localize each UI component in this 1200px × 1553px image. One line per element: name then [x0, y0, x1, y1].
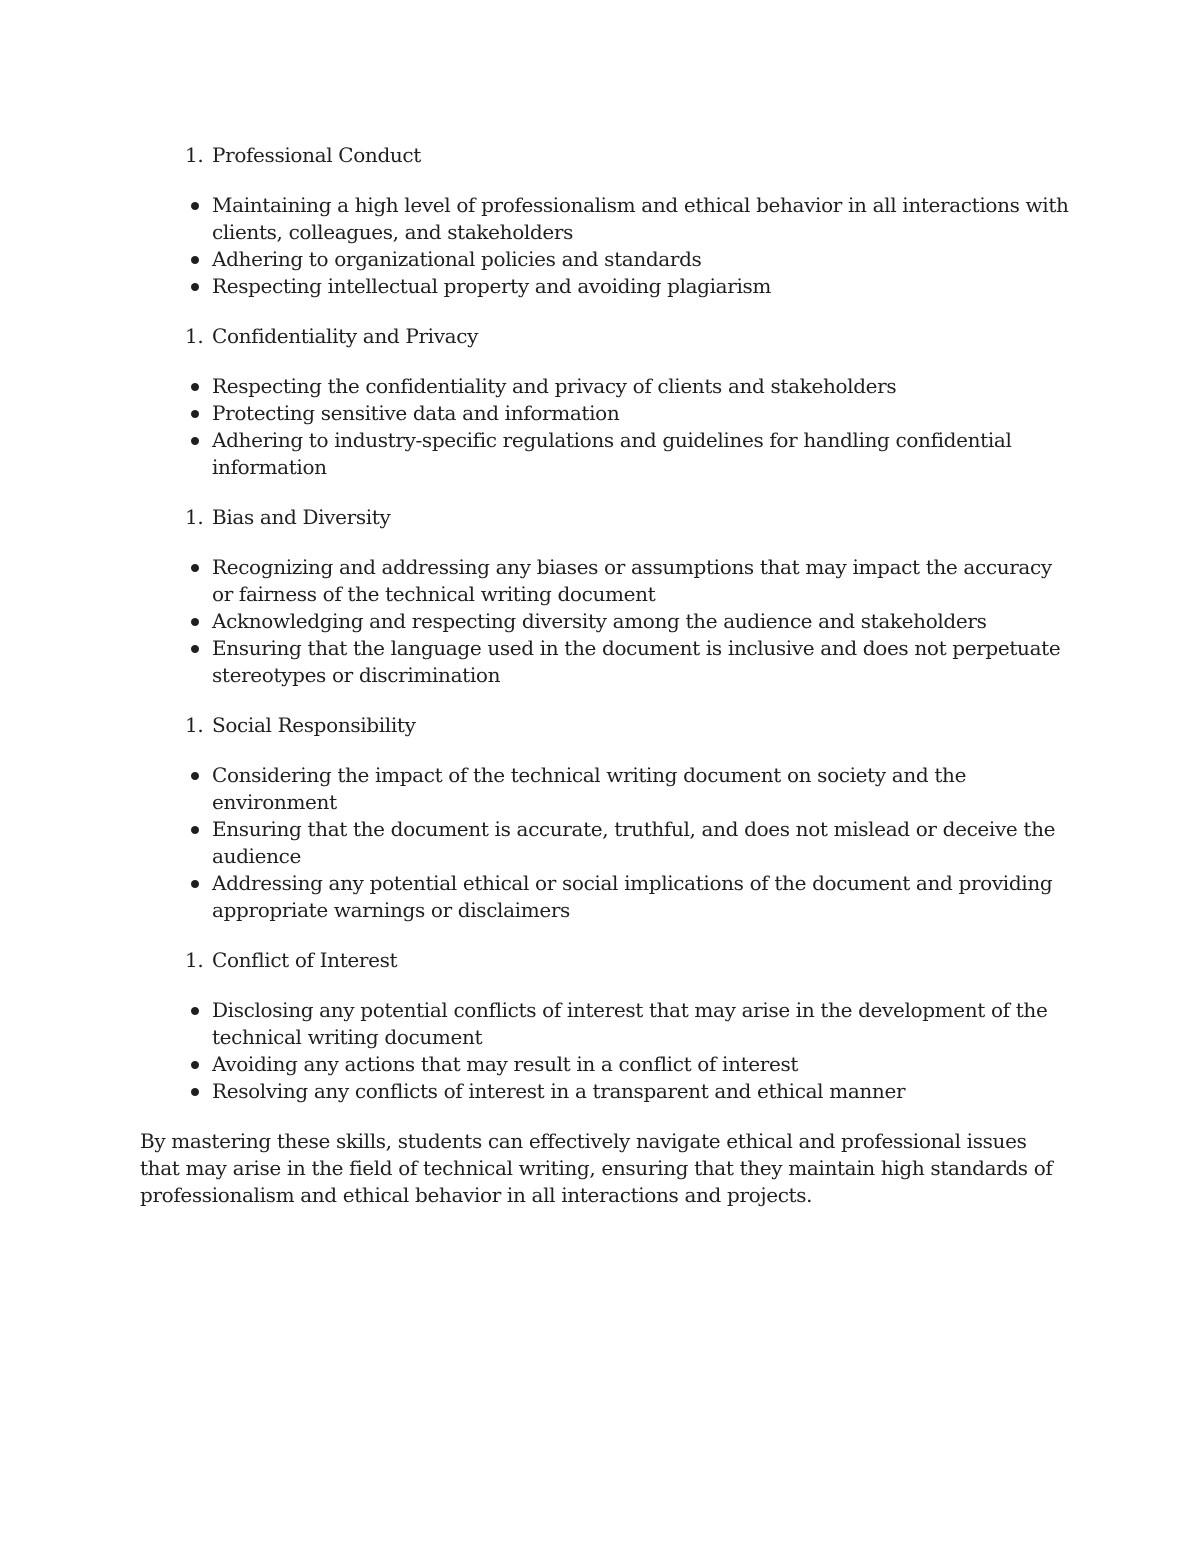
bullet-list-social-responsibility	[140, 762, 1070, 924]
section-number: 1.	[185, 324, 204, 348]
section-title: Professional Conduct	[212, 143, 421, 167]
bullet-icon	[191, 256, 199, 264]
list-item	[140, 816, 1070, 870]
section-title: Confidentiality and Privacy	[212, 324, 479, 348]
list-item	[140, 427, 1070, 481]
bullet-icon	[191, 437, 199, 445]
document-content	[140, 142, 1070, 1209]
list-item	[140, 997, 1070, 1051]
section-heading-conflict-of-interest	[140, 947, 1070, 974]
section-heading-bias-diversity	[140, 504, 1070, 531]
list-item-text: Resolving any conflicts of interest in a transparent and ethical manner	[212, 1079, 906, 1103]
list-item	[140, 762, 1070, 816]
bullet-list-confidentiality-privacy	[140, 373, 1070, 481]
section-number: 1.	[185, 948, 204, 972]
bullet-icon	[191, 564, 199, 572]
bullet-icon	[191, 826, 199, 834]
bullet-icon	[191, 1007, 199, 1015]
list-item-text: Maintaining a high level of professionalism and ethical behavior in all interactions with clients, colleagues, and stakeholders	[212, 193, 1069, 244]
section-title: Conflict of Interest	[212, 948, 398, 972]
list-item-text: Ensuring that the language used in the document is inclusive and does not perpetuate stereotypes or discrimination	[212, 636, 1061, 687]
bullet-icon	[191, 410, 199, 418]
section-number: 1.	[185, 713, 204, 737]
list-item-text: Addressing any potential ethical or social implications of the document and providing appropriate warnings or disclaimers	[212, 871, 1053, 922]
list-item-text: Ensuring that the document is accurate, truthful, and does not mislead or deceive the audience	[212, 817, 1056, 868]
bullet-list-conflict-of-interest	[140, 997, 1070, 1105]
list-item-text: Respecting intellectual property and avoiding plagiarism	[212, 274, 772, 298]
section-number: 1.	[185, 505, 204, 529]
list-item	[140, 608, 1070, 635]
list-item-text: Avoiding any actions that may result in a conflict of interest	[212, 1052, 799, 1076]
list-item	[140, 273, 1070, 300]
list-item	[140, 554, 1070, 608]
bullet-icon	[191, 202, 199, 210]
list-item	[140, 635, 1070, 689]
bullet-list-bias-diversity	[140, 554, 1070, 689]
section-title: Bias and Diversity	[212, 505, 391, 529]
list-item-text: Considering the impact of the technical writing document on society and the environment	[212, 763, 967, 814]
list-item	[140, 373, 1070, 400]
section-title: Social Responsibility	[212, 713, 416, 737]
list-item	[140, 870, 1070, 924]
bullet-icon	[191, 645, 199, 653]
list-item-text: Adhering to industry-specific regulations and guidelines for handling confidential information	[212, 428, 1012, 479]
bullet-icon	[191, 1061, 199, 1069]
section-heading-social-responsibility	[140, 712, 1070, 739]
list-item-text: Respecting the confidentiality and privacy of clients and stakeholders	[212, 374, 897, 398]
list-item	[140, 1078, 1070, 1105]
list-item-text: Recognizing and addressing any biases or assumptions that may impact the accuracy or fairness of the technical writing document	[212, 555, 1052, 606]
list-item	[140, 400, 1070, 427]
bullet-icon	[191, 772, 199, 780]
list-item-text: Acknowledging and respecting diversity among the audience and stakeholders	[212, 609, 987, 633]
closing-paragraph: By mastering these skills, students can effectively navigate ethical and professional issues that may arise in the field of technical writing, ensuring that they maintain high standards of professionalism and ethical behavior in all interactions and projects.	[140, 1129, 1053, 1207]
list-item-text: Adhering to organizational policies and standards	[212, 247, 702, 271]
list-item	[140, 192, 1070, 246]
bullet-icon	[191, 1088, 199, 1096]
bullet-icon	[191, 383, 199, 391]
section-number: 1.	[185, 143, 204, 167]
bullet-icon	[191, 618, 199, 626]
bullet-icon	[191, 880, 199, 888]
list-item	[140, 1051, 1070, 1078]
list-item	[140, 246, 1070, 273]
bullet-list-professional-conduct	[140, 192, 1070, 300]
section-heading-professional-conduct	[140, 142, 1070, 169]
section-heading-confidentiality-privacy	[140, 323, 1070, 350]
bullet-icon	[191, 283, 199, 291]
list-item-text: Disclosing any potential conflicts of interest that may arise in the development of the technical writing document	[212, 998, 1048, 1049]
list-item-text: Protecting sensitive data and information	[212, 401, 620, 425]
